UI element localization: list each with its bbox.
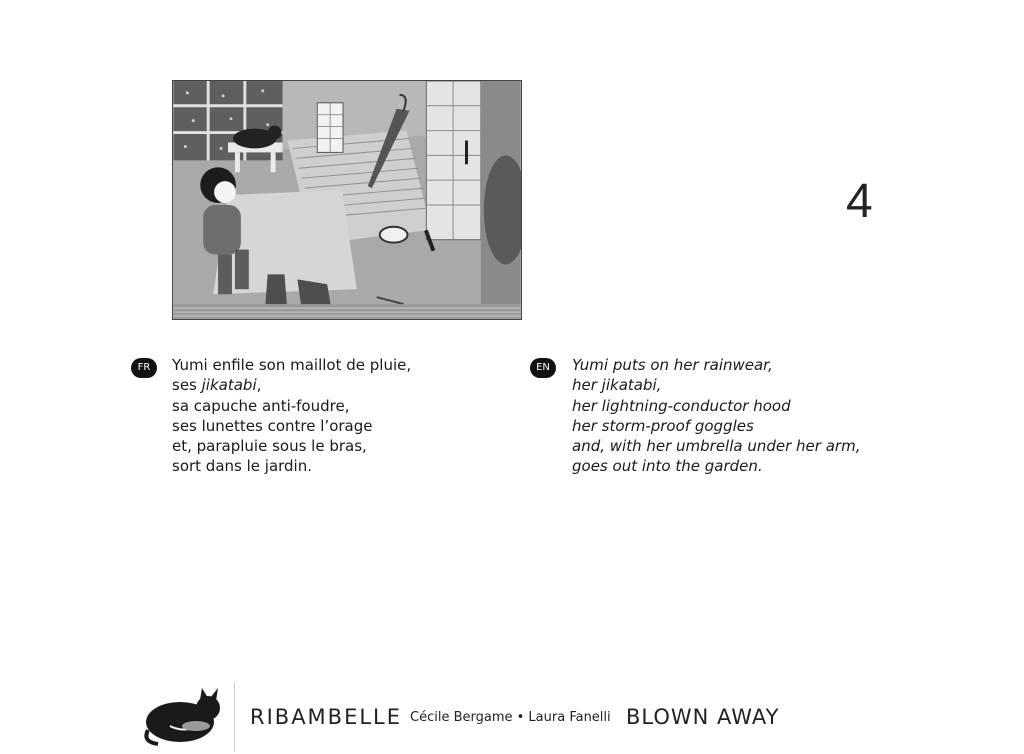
english-line: and, with her umbrella under her arm, <box>572 437 861 456</box>
french-line-pre: ses <box>172 376 202 395</box>
french-line-italic: jikatabi <box>201 376 257 395</box>
french-line: Yumi enfile son maillot de pluie, <box>172 356 412 374</box>
english-line: Yumi puts on her rainwear, <box>572 356 773 374</box>
english-verse <box>572 355 860 477</box>
story-illustration <box>172 80 522 320</box>
page-number: 4 <box>846 175 873 228</box>
french-line: ses lunettes contre l’orage <box>172 416 373 435</box>
footer-authors: Cécile Bergame • Laura Fanelli <box>410 710 611 725</box>
english-line: her jikatabi, <box>572 376 662 395</box>
english-line: goes out into the garden. <box>572 457 763 476</box>
french-line: sort dans le jardin. <box>172 457 313 476</box>
cat-logo-icon <box>140 686 226 748</box>
footer-divider <box>234 682 235 752</box>
footer-brand: RIBAMBELLE <box>250 705 403 729</box>
english-language-badge: EN <box>530 358 556 378</box>
french-line <box>172 375 411 395</box>
french-line: et, parapluie sous le bras, <box>172 437 367 456</box>
french-line-post: , <box>256 376 262 395</box>
french-line: sa capuche anti-foudre, <box>172 396 350 415</box>
english-line: her lightning-conductor hood <box>572 396 791 415</box>
french-verse <box>172 355 411 477</box>
footer-book-title: BLOWN AWAY <box>626 705 780 729</box>
english-line: her storm-proof goggles <box>572 416 754 435</box>
french-language-badge: FR <box>131 358 157 378</box>
